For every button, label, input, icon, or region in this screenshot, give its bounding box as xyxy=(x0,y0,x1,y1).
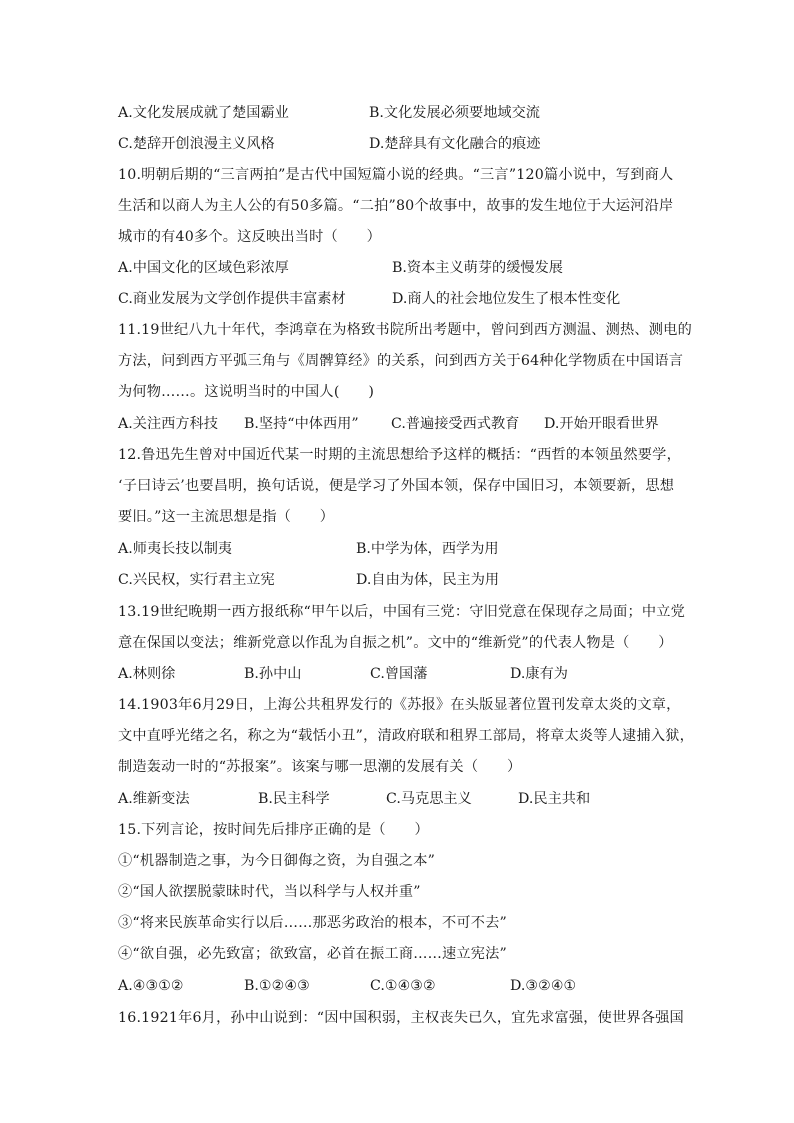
q15-option-b: B.①②④③ xyxy=(244,978,310,994)
q9-option-d: D.楚辞具有文化融合的痕迹 xyxy=(369,136,541,152)
q12-stem-line-2: ‘子曰诗云’也要昌明，换句话说，便是学习了外国本领，保存中国旧习，本领要新，思想 xyxy=(118,478,675,494)
q10-option-a: A.中国文化的区域色彩浓厚 xyxy=(118,260,289,276)
q10-stem-line-1: 10.明朝后期的“三言两拍”是古代中国短篇小说的经典。“三言”120篇小说中，写到商人 xyxy=(118,167,674,183)
q15-statement-3: ③“将来民族革命实行以后……那恶劣政治的根本，不可不去” xyxy=(118,915,507,931)
q11-stem-line-2: 方法，问到西方平弧三角与《周髀算经》的关系，问到西方关于64种化学物质在中国语言 xyxy=(118,353,684,369)
q11-option-b: B.坚持“中体西用” xyxy=(244,416,359,432)
q14-stem-line-2: 文中直呼光绪之名，称之为“载恬小丑”，清政府联和租界工部局，将章太炎等人逮捕入狱， xyxy=(118,728,695,744)
q15-option-d: D.③②④① xyxy=(510,978,577,994)
q15-stem-line-1: 15.下列言论，按时间先后排序正确的是（ ） xyxy=(118,822,429,838)
q13-option-c: C.曾国藩 xyxy=(370,666,428,682)
q16-stem-line-1: 16.1921年6月，孙中山说到：“因中国积弱，主权丧失已久，宜先求富强，使世界各强国 xyxy=(118,1010,684,1026)
q14-stem-line-1: 14.1903年6月29日，上海公共租界发行的《苏报》在头版显著位置刊发章太炎的文章， xyxy=(118,697,681,713)
q15-statement-4: ④“欲自强，必先致富；欲致富，必首在振工商……速立宪法” xyxy=(118,946,507,962)
q13-option-d: D.康有为 xyxy=(510,666,568,682)
q12-stem-line-3: 要旧。”这一主流思想是指（ ） xyxy=(118,509,335,525)
q13-option-a: A.林则徐 xyxy=(118,666,176,682)
q14-option-b: B.民主科学 xyxy=(258,791,330,807)
q13-stem-line-2: 意在保国以变法；维新党意以作乱为自振之机”。文中的“维新党”的代表人物是（ ） xyxy=(118,635,673,651)
q14-option-d: D.民主共和 xyxy=(518,791,591,807)
q9-option-a: A.文化发展成就了楚国霸业 xyxy=(118,105,289,121)
q9-option-c: C.楚辞开创浪漫主义风格 xyxy=(118,136,275,152)
q12-option-c: C.兴民权，实行君主立宪 xyxy=(118,572,275,588)
q12-option-a: A.师夷长技以制夷 xyxy=(118,541,233,557)
q12-stem-line-1: 12.鲁迅先生曾对中国近代某一时期的主流思想给予这样的概括：“西哲的本领虽然要学， xyxy=(118,447,681,463)
q15-option-a: A.④③①② xyxy=(118,978,184,994)
q13-stem-line-1: 13.19世纪晚期一西方报纸称“甲午以后，中国有三党：守旧党意在保现存之局面；中立党 xyxy=(118,604,686,620)
q10-stem-line-3: 城市的有40多个。这反映出当时（ ） xyxy=(118,229,382,245)
q10-option-b: B.资本主义萌芽的缓慢发展 xyxy=(392,260,563,276)
q10-stem-line-2: 生活和以商人为主人公的有50多篇。“二拍”80个故事中，故事的发生地位于大运河沿岸 xyxy=(118,198,674,214)
q15-statement-2: ②“国人欲摆脱蒙昧时代，当以科学与人权并重” xyxy=(118,884,421,900)
q11-option-c: C.普遍接受西式教育 xyxy=(391,416,520,432)
q10-option-c: C.商业发展为文学创作提供丰富素材 xyxy=(118,291,346,307)
q10-option-d: D.商人的社会地位发生了根本性变化 xyxy=(392,291,621,307)
q14-option-a: A.维新变法 xyxy=(118,791,190,807)
q11-stem-line-1: 11.19世纪八九十年代，李鸿章在为格致书院所出考题中，曾问到西方测温、测热、测电的 xyxy=(118,322,692,338)
q11-stem-line-3: 为何物……。这说明当时的中国人( ) xyxy=(118,384,375,400)
q15-option-c: C.①④③② xyxy=(370,978,436,994)
q14-stem-line-3: 制造轰动一时的“苏报案”。该案与哪一思潮的发展有关（ ） xyxy=(118,759,522,775)
q11-option-d: D.开始开眼看世界 xyxy=(544,416,659,432)
q15-statement-1: ①“机器制造之事，为今日御侮之资，为自强之本” xyxy=(118,853,436,869)
q9-option-b: B.文化发展必须要地域交流 xyxy=(369,105,540,121)
q14-option-c: C.马克思主义 xyxy=(386,791,472,807)
q13-option-b: B.孙中山 xyxy=(244,666,302,682)
q12-option-b: B.中学为体，西学为用 xyxy=(356,541,499,557)
q11-option-a: A.关注西方科技 xyxy=(118,416,218,432)
q12-option-d: D.自由为体，民主为用 xyxy=(356,572,500,588)
